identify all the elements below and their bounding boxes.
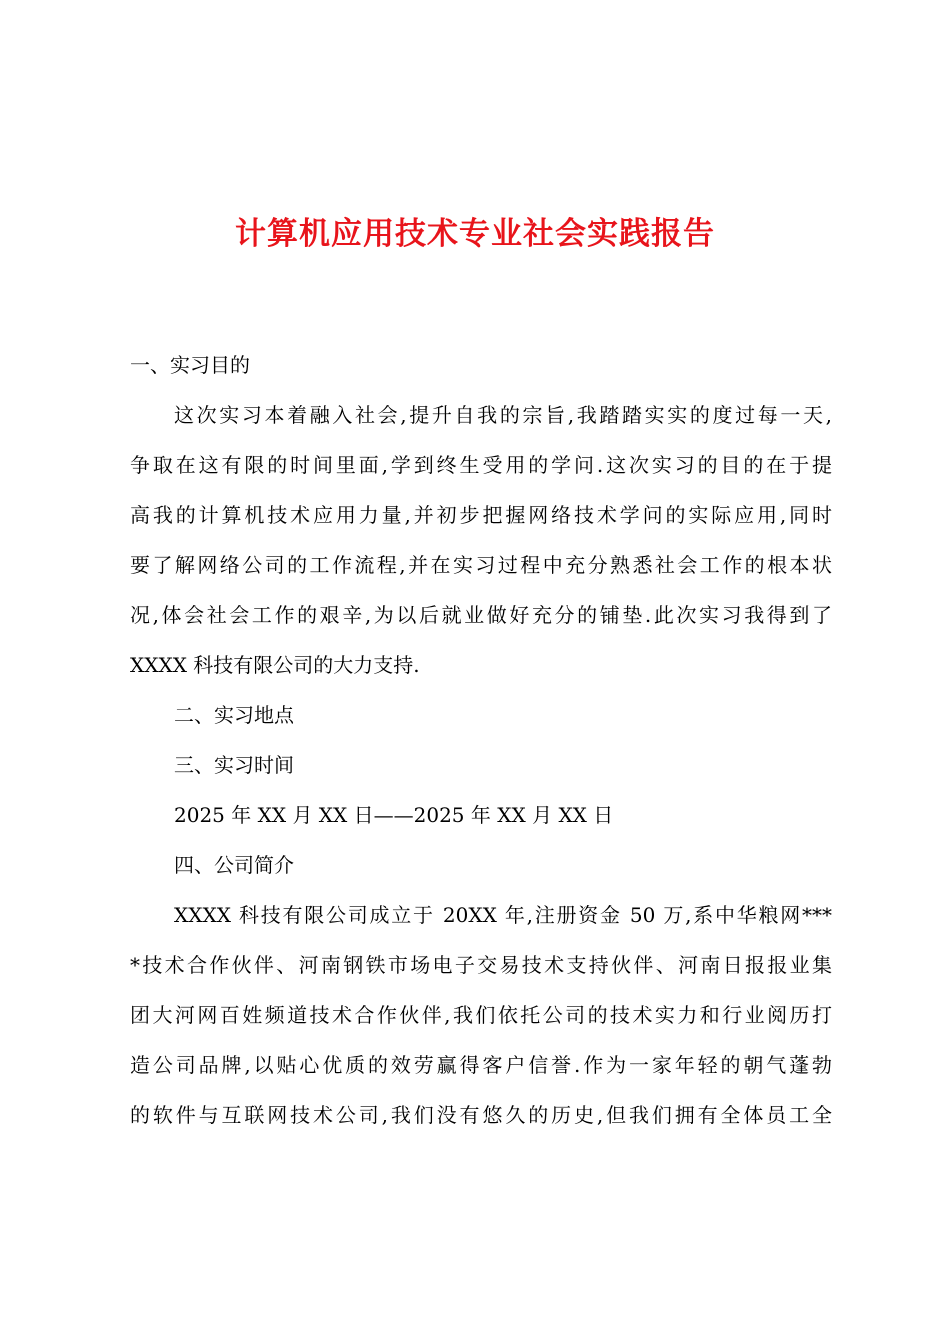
section-heading-company: 四、公司简介	[174, 853, 294, 877]
paragraph-line: XXXX 科技有限公司的大力支持.	[130, 653, 420, 677]
document-body	[130, 340, 832, 1140]
section-heading-purpose: 一、实习目的	[130, 353, 250, 377]
paragraph-line: 的软件与互联网技术公司,我们没有悠久的历史,但我们拥有全体员工全	[130, 1103, 832, 1127]
paragraph-line: 高我的计算机技术应用力量,并初步把握网络技术学问的实际应用,同时	[130, 503, 832, 527]
document-title: 计算机应用技术专业社会实践报告	[235, 216, 715, 252]
paragraph-line: 这次实习本着融入社会,提升自我的宗旨,我踏踏实实的度过每一天,	[174, 403, 832, 427]
paragraph-line: 况,体会社会工作的艰辛,为以后就业做好充分的铺垫.此次实习我得到了	[130, 603, 832, 627]
paragraph-line: 要了解网络公司的工作流程,并在实习过程中充分熟悉社会工作的根本状	[130, 553, 832, 577]
paragraph-line: 团大河网百姓频道技术合作伙伴,我们依托公司的技术实力和行业阅历打	[130, 1003, 832, 1027]
internship-date-range: 2025 年 XX 月 XX 日——2025 年 XX 月 XX 日	[174, 803, 614, 827]
section-heading-location: 二、实习地点	[174, 703, 294, 727]
paragraph-line: 造公司品牌,以贴心优质的效劳赢得客户信誉.作为一家年轻的朝气蓬勃	[130, 1053, 832, 1077]
paragraph-line: XXXX 科技有限公司成立于 20XX 年,注册资金 50 万,系中华粮网***	[174, 903, 832, 927]
paragraph-line: 争取在这有限的时间里面,学到终生受用的学问.这次实习的目的在于提	[130, 453, 832, 477]
section-heading-time: 三、实习时间	[174, 753, 294, 777]
paragraph-line: *技术合作伙伴、河南钢铁市场电子交易技术支持伙伴、河南日报报业集	[130, 953, 832, 977]
